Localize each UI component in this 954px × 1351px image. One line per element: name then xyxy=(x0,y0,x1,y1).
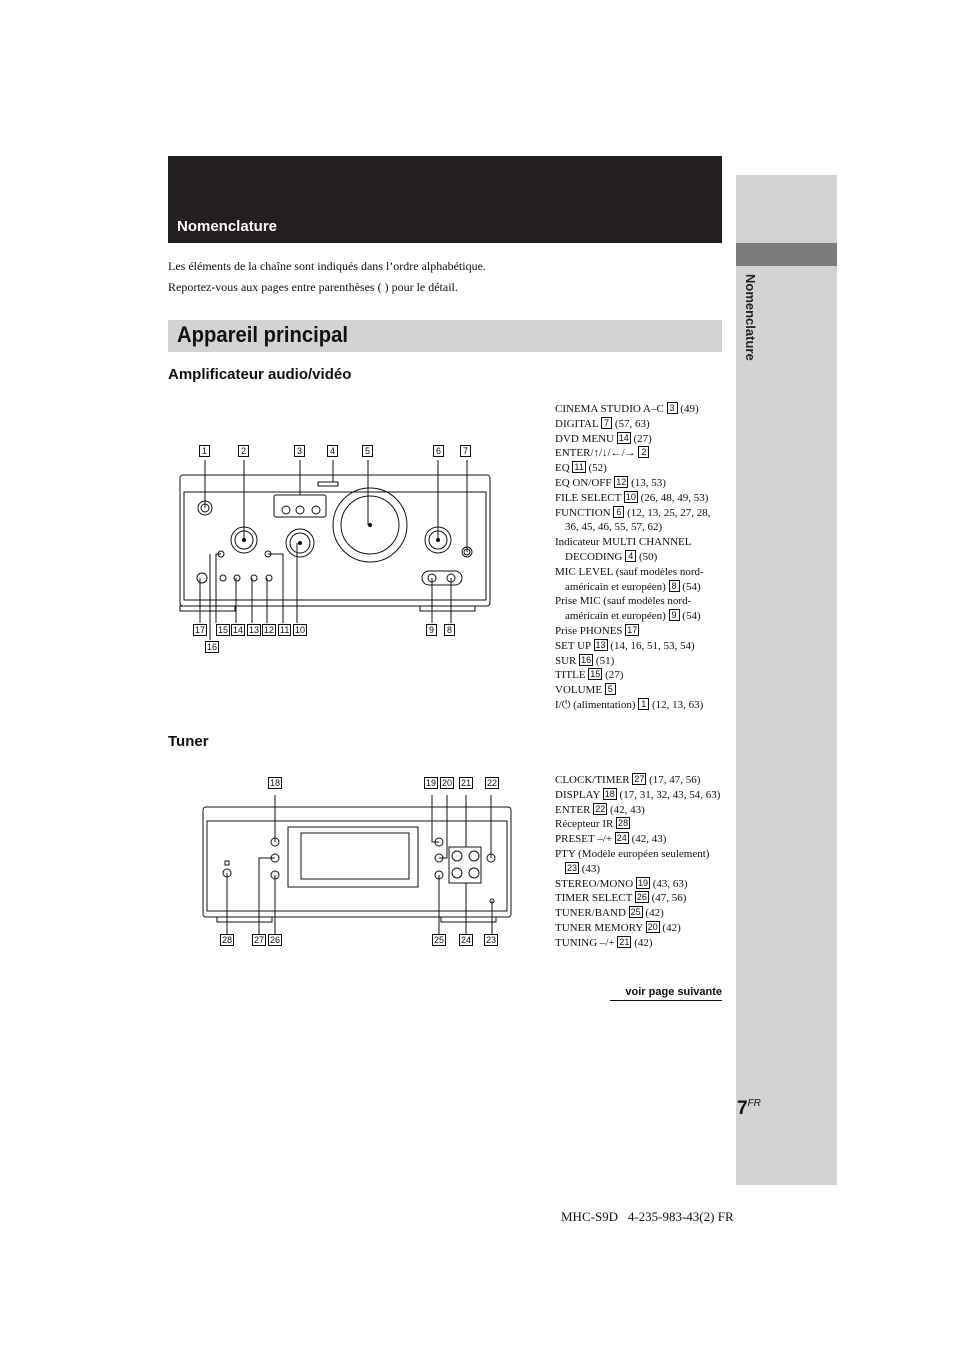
callout-6: 6 xyxy=(433,445,444,457)
callout-28: 28 xyxy=(222,935,233,945)
callout-26: 26 xyxy=(270,935,281,945)
amp-item: SUR 16 (51) xyxy=(555,654,615,667)
tuner-item: Récepteur IR 28 xyxy=(555,818,629,831)
amp-item: Indicateur MULTI CHANNEL DECODING 4 (50) xyxy=(555,536,692,563)
callout-16: 16 xyxy=(207,642,218,652)
intro-line-2: Reportez-vous aux pages entre parenthèses ( ) pour le détail. xyxy=(168,280,458,294)
callout-8: 8 xyxy=(444,624,455,636)
amp-item: ENTER/↑/↓/←/→ 2 xyxy=(555,446,725,461)
tuner-item: CLOCK/TIMER 27 (17, 47, 56) xyxy=(555,774,701,786)
amp-title: Amplificateur audio/vidéo xyxy=(168,366,352,383)
amp-item: FILE SELECT 10 (26, 48, 49, 53) xyxy=(555,491,709,504)
amp-item: DVD MENU 14 (27) xyxy=(555,432,652,445)
amp-item: I/⏻ (alimentation) 1 (12, 13, 63) xyxy=(555,698,704,711)
tuner-item: TUNER/BAND 25 (42) xyxy=(555,907,664,920)
tuner-item: ENTER 22 (42, 43) xyxy=(555,803,645,816)
amp-item: TITLE 15 (27) xyxy=(555,669,624,682)
callout-13: 13 xyxy=(249,625,260,635)
amp-legend-list xyxy=(555,402,725,713)
callout-19: 19 xyxy=(426,778,437,788)
tuner-item: PRESET –/+ 24 (42, 43) xyxy=(555,833,667,846)
tuner-item: DISPLAY 18 (17, 31, 32, 43, 54, 63) xyxy=(555,788,721,801)
callout-25: 25 xyxy=(434,935,445,945)
amp-item: Prise PHONES 17 xyxy=(555,624,638,637)
tuner-legend-list xyxy=(555,773,725,951)
callout-18: 18 xyxy=(270,778,281,788)
amp-item: CINEMA STUDIO A–C 3 (49) xyxy=(555,403,699,415)
amp-item: SET UP 13 (14, 16, 51, 53, 54) xyxy=(555,639,695,652)
amp-item: DIGITAL 7 (57, 63) xyxy=(555,417,650,430)
callout-23: 23 xyxy=(486,935,497,945)
tuner-title: Tuner xyxy=(168,733,209,750)
side-tab xyxy=(736,243,837,266)
callout-2: 2 xyxy=(238,445,249,457)
callout-3: 3 xyxy=(294,445,305,457)
callout-24: 24 xyxy=(461,935,472,945)
side-label: Nomenclature xyxy=(743,274,758,361)
callout-1: 1 xyxy=(199,445,210,457)
amp-item: FUNCTION 6 (12, 13, 25, 27, 28, 36, 45, 46, 55, 57, 62) xyxy=(555,506,711,534)
callout-12: 12 xyxy=(264,625,275,635)
callout-10: 10 xyxy=(295,625,306,635)
tuner-diagram xyxy=(195,785,525,935)
callout-27: 27 xyxy=(254,935,265,945)
callout-21: 21 xyxy=(461,778,472,788)
page-suffix: FR xyxy=(747,1098,761,1109)
tuner-item: TUNING –/+ 21 (42) xyxy=(555,936,653,949)
callout-5: 5 xyxy=(362,445,373,457)
amp-item: Prise MIC (sauf modèles nord-américain et européen) 9 (54) xyxy=(555,595,701,623)
callout-7: 7 xyxy=(460,445,471,457)
tuner-item: STEREO/MONO 19 (43, 63) xyxy=(555,877,688,890)
callout-9: 9 xyxy=(426,624,437,636)
next-page-link[interactable]: voir page suivante xyxy=(610,986,722,1001)
footer-code: MHC-S9D 4-235-983-43(2) FR xyxy=(561,1209,734,1224)
callout-11: 11 xyxy=(280,625,290,635)
callout-20: 20 xyxy=(442,778,453,788)
callout-22: 22 xyxy=(487,778,498,788)
amp-item: EQ 11 (52) xyxy=(555,462,607,475)
callout-4: 4 xyxy=(327,445,338,457)
callout-15: 15 xyxy=(218,625,229,635)
page-number: $7^{FR}$ xyxy=(737,1098,761,1119)
amp-item: VOLUME 5 xyxy=(555,683,725,698)
callout-17: 17 xyxy=(195,625,206,635)
header-title: Nomenclature xyxy=(177,218,278,235)
callout-14: 14 xyxy=(233,625,244,635)
tuner-item: PTY (Modèle européen seulement) 23 (43) xyxy=(555,847,710,875)
amp-item: MIC LEVEL (sauf modèles nord-américain et européen) 8 (54) xyxy=(555,565,704,593)
intro-line-1: Les éléments de la chaîne sont indiqués dans l’ordre alphabétique. xyxy=(168,259,486,273)
tuner-item: TUNER MEMORY 20 (42) xyxy=(555,921,681,934)
amp-item: EQ ON/OFF 12 (13, 53) xyxy=(555,476,666,489)
section-title: Appareil principal xyxy=(177,322,348,347)
tuner-item: TIMER SELECT 26 (47, 56) xyxy=(555,892,687,905)
